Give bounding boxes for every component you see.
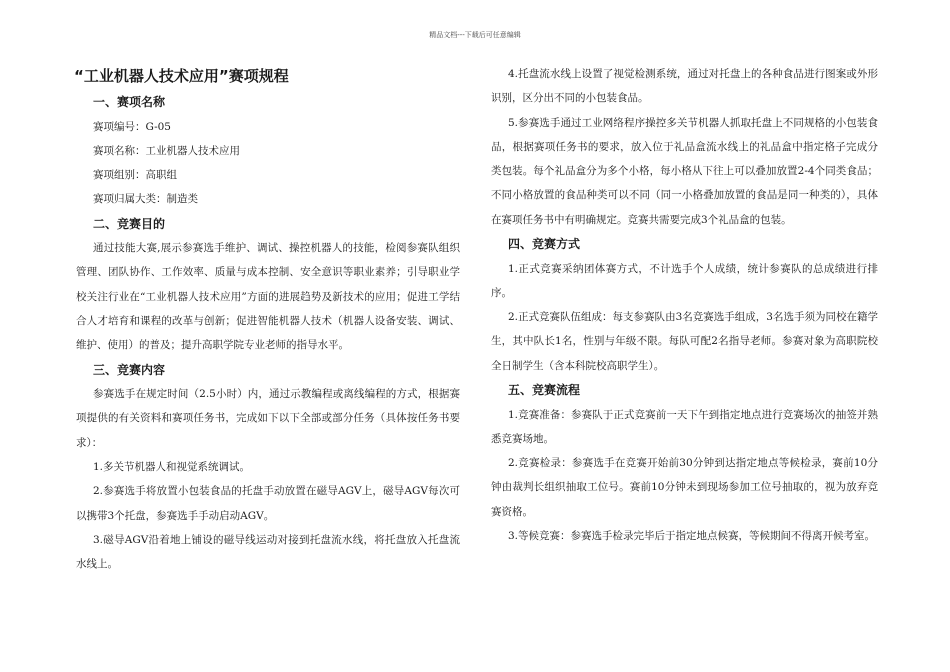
section-4-heading: 四、竞赛方式	[508, 237, 581, 252]
format-item-1: 1.正式竞赛采纳团体赛方式，不计选手个人成绩，统计参赛队的总成绩进行排序。	[491, 262, 878, 299]
section-1-heading: 一、赛项名称	[93, 95, 166, 109]
event-name-line: 赛项名称：工业机器人技术应用	[93, 144, 240, 157]
content-item-3: 3.磁导AGV沿着地上铺设的磁导线运动对接到托盘流水线，将托盘放入托盘流水线上。	[76, 533, 460, 571]
process-item-1: 1.竞赛准备：参赛队于正式竞赛前一天下午到指定地点进行竞赛场次的抽签并熟悉竞赛场地。	[491, 408, 878, 445]
header-note: 精品文档---下载后可任意编辑	[429, 31, 521, 39]
process-item-3: 3.等候竞赛：参赛选手检录完毕后于指定地点候赛，等候期间不得离开候考室。	[508, 530, 876, 543]
section-2-heading: 二、竞赛目的	[93, 216, 166, 231]
content-item-2: 2.参赛选手将放置小包装食品的托盘手动放置在磁导AGV上，磁导AGV每次可以携带3个托盘，参赛选手手动启动AGV。	[76, 485, 460, 522]
left-column	[76, 62, 460, 577]
section-5-heading: 五、竞赛流程	[508, 383, 581, 398]
content-item-5: 5.参赛选手通过工业网络程序操控多关节机器人抓取托盘上不同规格的小包装食品，根据赛项任务书的要求，放入位于礼品盒流水线上的礼品盒中指定格子完成分类包装。每个礼品盒分为多个小格，每小格从下往上可以叠加放置2-4个同类食品；不同小格放置的食品种类可以不同（同一小格叠加放置的食品是同一种类的），具体在赛项任务书中有明确规定。竞赛共需要完成3个礼品盒的包装。	[491, 116, 878, 226]
content-intro-paragraph: 参赛选手在规定时间（2.5小时）内，通过示教编程或离线编程的方式，根据赛项提供的有关资料和赛项任务书，完成如下以下全部或部分任务（具体按任务书要求）：	[76, 388, 460, 449]
format-item-2: 2.正式竞赛队伍组成：每支参赛队由3名竞赛选手组成，3名选手须为同校在籍学生，其中队长1名，性别与年级不限。每队可配2名指导老师。参赛对象为高职院校全日制学生（含本科院校高职学生）。	[491, 311, 878, 372]
right-column	[491, 62, 878, 548]
process-item-2: 2.竞赛检录：参赛选手在竞赛开始前30分钟到达指定地点等候检录，赛前10分钟由裁判长组织抽取工位号。赛前10分钟未到现场参加工位号抽取的，视为放弃竞赛资格。	[491, 457, 878, 518]
event-group-line: 赛项组别：高职组	[93, 169, 177, 182]
document-title: “工业机器人技术应用”赛项规程	[74, 67, 289, 85]
content-item-4: 4.托盘流水线上设置了视觉检测系统，通过对托盘上的各种食品进行图案或外形识别，区分出不同的小包装食品。	[491, 68, 878, 105]
section-3-heading: 三、竞赛内容	[93, 362, 166, 377]
purpose-paragraph: 通过技能大赛,展示参赛选手维护、调试、操控机器人的技能，检阅参赛队组织管理、团队协作、工作效率、质量与成本控制、安全意识等职业素养；引导职业学校关注行业在“工业机器人技术应用”方面的进展趋势及新技术的应用；促进工学结合人才培育和课程的改革与创新；促进智能机器人技术（机器人设备安装、调试、维护、使用）的普及；提升高职学院专业老师的指导水平。	[76, 242, 460, 352]
event-category-line: 赛项归属大类：制造类	[93, 193, 198, 206]
event-code-line: 赛项编号：G-05	[93, 120, 171, 133]
content-item-1: 1.多关节机器人和视觉系统调试。	[93, 461, 251, 474]
